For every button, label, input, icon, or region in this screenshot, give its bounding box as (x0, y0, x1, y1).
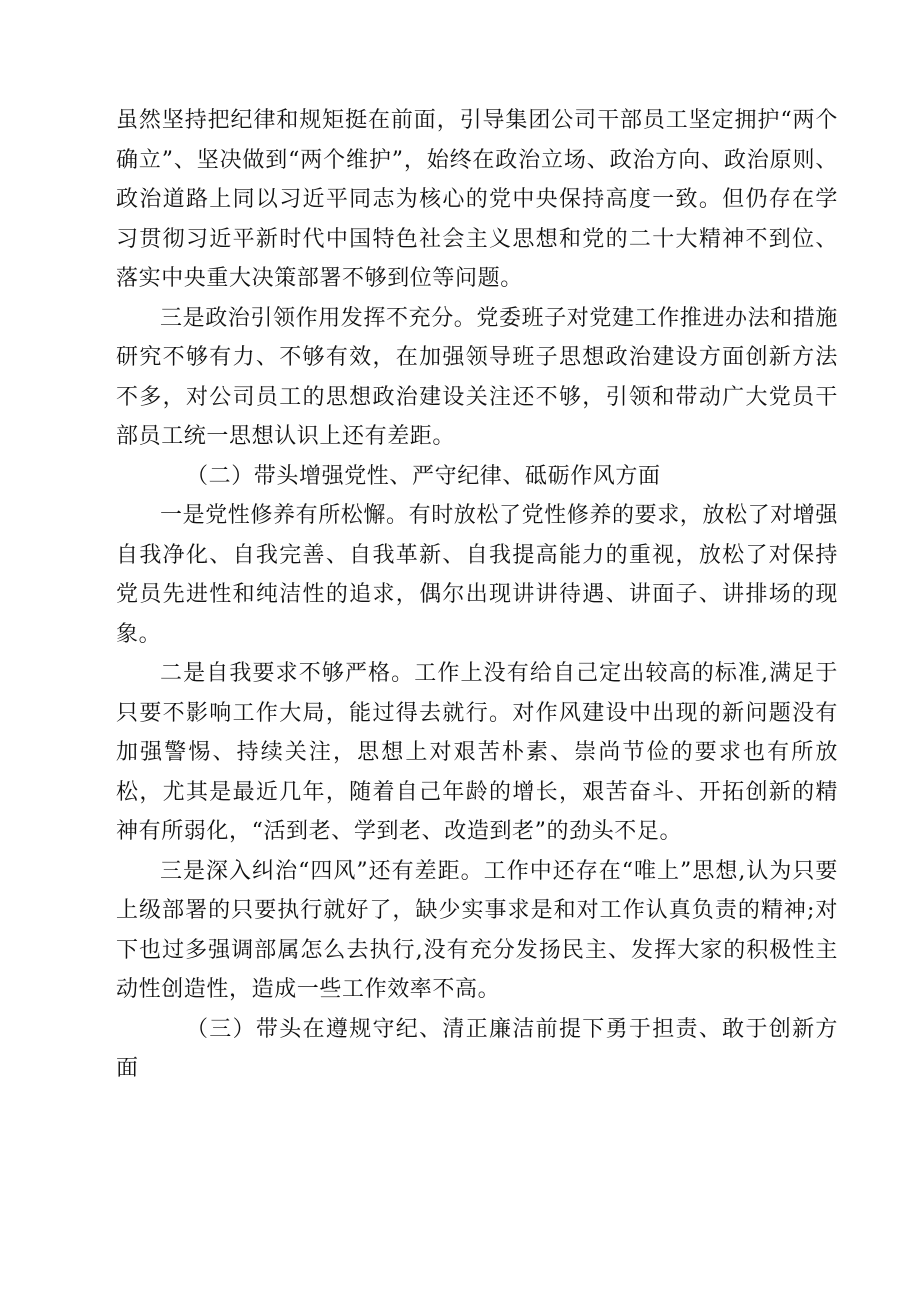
section-heading-2: （二）带头增强党性、严守纪律、砥砺作风方面 (186, 463, 661, 489)
paragraph-continuation: 虽然坚持把纪律和规矩挺在前面，引导集团公司干部员工坚定拥护“两个确立”、坚决做到“两个维护”，始终在政治立场、政治方向、政治原则、政治道路上同以习近平同志为核心的党中央保持高度一致。但仍存在学习贯彻习近平新时代中国特色社会主义思想和党的二十大精神不到位、落实中央重大决策部署不够到位等问题。 (116, 108, 838, 291)
paragraph-four-winds: 三是深入纠治“四风”还有差距。工作中还存在“唯上”思想,认为只要上级部署的只要执行就好了，缺少实事求是和对工作认真负责的精神;对下也过多强调部属怎么去执行,没有充分发扬民主、发挥大家的积极性主动性创造性，造成一些工作效率不高。 (116, 858, 838, 1002)
paragraph-political-guidance: 三是政治引领作用发挥不充分。党委班子对党建工作推进办法和措施研究不够有力、不够有效，在加强领导班子思想政治建设方面创新方法不多，对公司员工的思想政治建设关注还不够，引领和带动广大党员干部员工统一思想认识上还有差距。 (116, 305, 839, 449)
document-body (116, 101, 838, 1089)
paragraph-party-spirit: 一是党性修养有所松懈。有时放松了党性修养的要求，放松了对增强自我净化、自我完善、自我革新、自我提高能力的重视，放松了对保持党员先进性和纯洁性的追求，偶尔出现讲讲待遇、讲面子、讲排场的现象。 (116, 503, 839, 647)
paragraph-self-discipline: 二是自我要求不够严格。工作上没有给自己定出较高的标准,满足于只要不影响工作大局，能过得去就行。对作风建设中出现的新问题没有加强警惕、持续关注，思想上对艰苦朴素、崇尚节俭的要求也有所放松，尤其是最近几年，随着自己年龄的增长，艰苦奋斗、开拓创新的精神有所弱化，“活到老、学到老、改造到老”的劲头不足。 (116, 661, 838, 844)
section-heading-3: （三）带头在遵规守纪、清正廉洁前提下勇于担责、敢于创新方面 (116, 1016, 838, 1081)
